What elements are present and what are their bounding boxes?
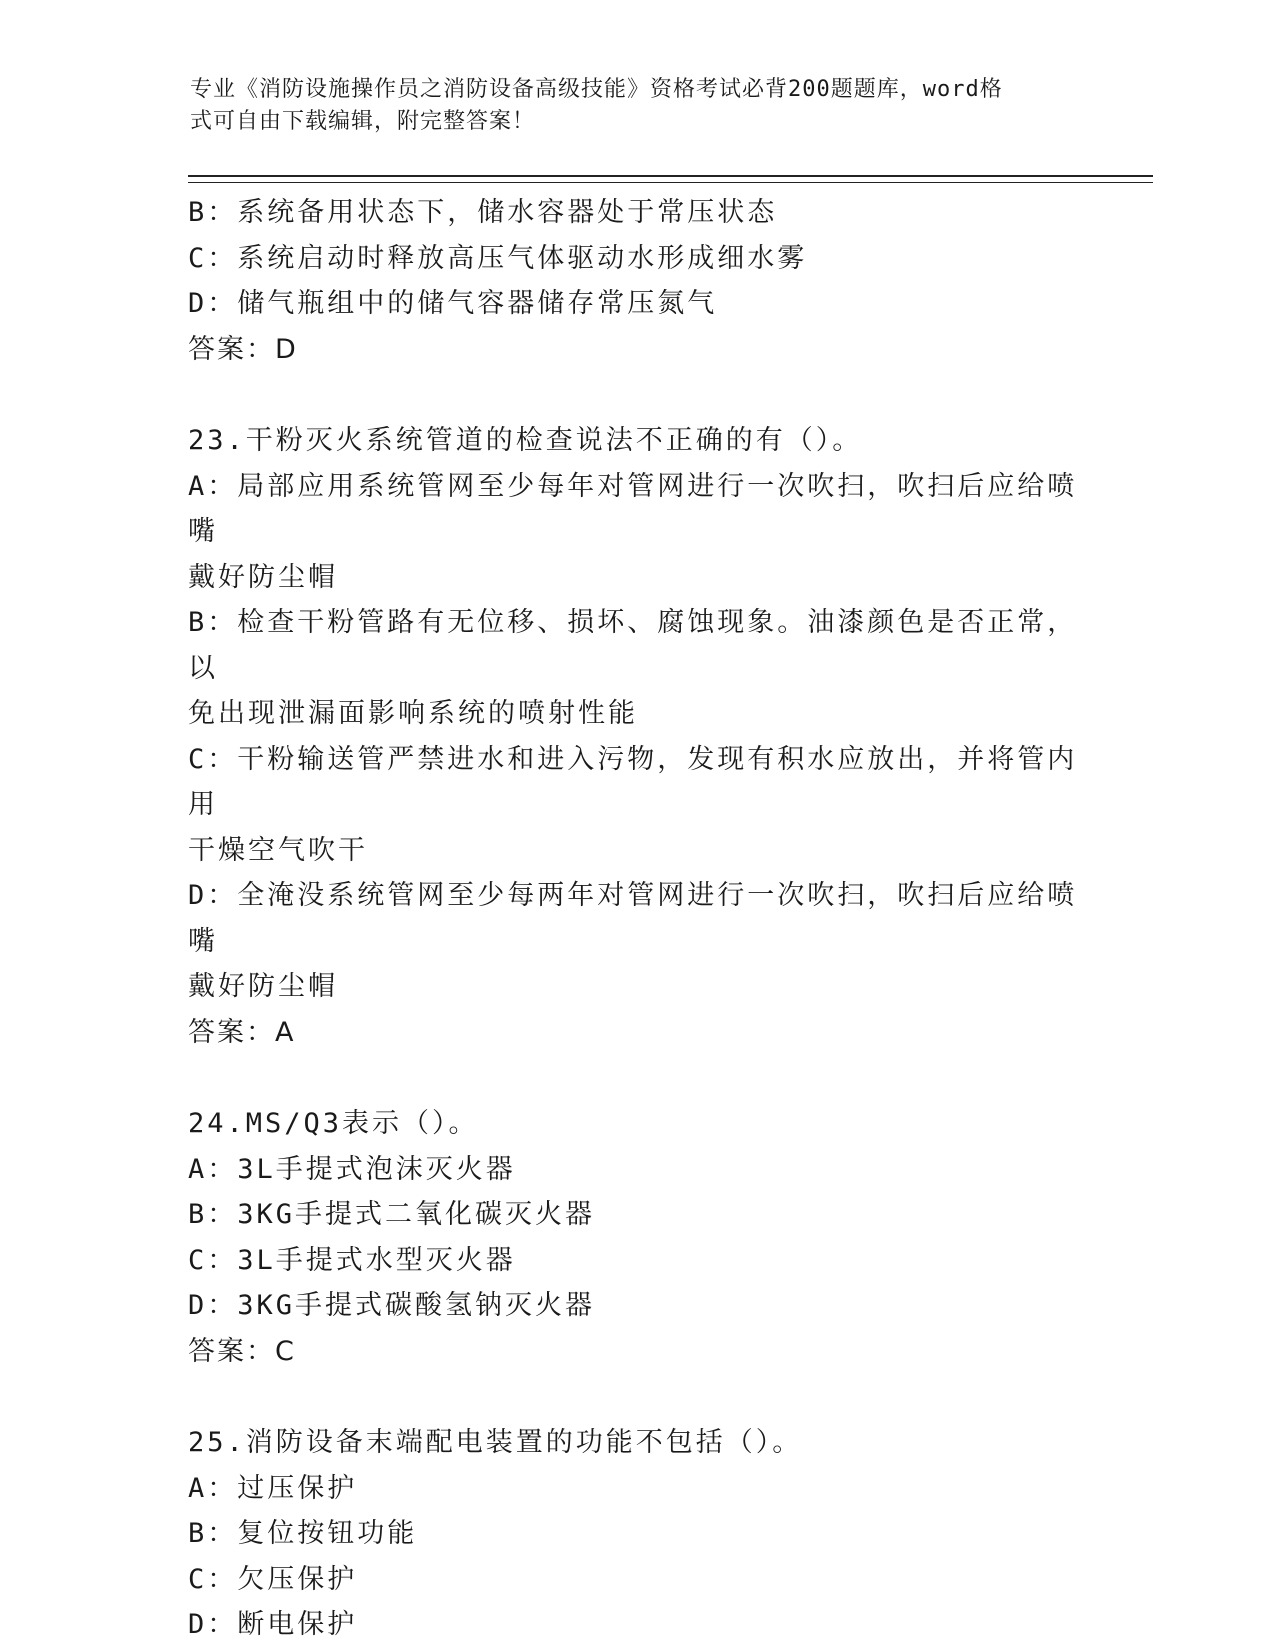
option-b-continued: 免出现泄漏面影响系统的喷射性能 [188, 698, 638, 729]
option-c: C：3L手提式水型灭火器 [188, 1244, 516, 1276]
answer-line: 答案：A [188, 1016, 296, 1048]
question-list [188, 190, 1078, 1648]
option-d: D：储气瓶组中的储气容器储存常压氮气 [188, 288, 718, 319]
option-a: A：局部应用系统管网至少每年对管网进行一次吹扫，吹扫后应给喷嘴 [188, 470, 1078, 547]
answer-line: 答案：D [188, 333, 298, 365]
header-line-2: 式可自由下载编辑，附完整答案！ [190, 109, 536, 134]
document-header [190, 74, 1070, 138]
question-22-block [188, 190, 1078, 372]
question-text: 24.MS/Q3表示（）。 [188, 1108, 479, 1139]
question-text: 25.消防设备末端配电装置的功能不包括（）。 [188, 1427, 803, 1458]
option-d: D：全淹没系统管网至少每两年对管网进行一次吹扫，吹扫后应给喷嘴 [188, 880, 1078, 957]
header-divider-thin [188, 182, 1153, 183]
option-a: A：过压保护 [188, 1472, 358, 1504]
option-b: B：3KG手提式二氧化碳灭火器 [188, 1199, 596, 1230]
option-c: C：系统启动时释放高压气体驱动水形成细水雾 [188, 242, 808, 274]
option-d: D：3KG手提式碳酸氢钠灭火器 [188, 1290, 596, 1321]
question-23-block [188, 418, 1078, 1055]
option-a: A：3L手提式泡沫灭火器 [188, 1153, 516, 1185]
question-text: 23.干粉灭火系统管道的检查说法不正确的有（）。 [188, 425, 863, 456]
question-25-block [188, 1420, 1078, 1648]
option-b: B：系统备用状态下，储水容器处于常压状态 [188, 197, 778, 228]
spacer [188, 1055, 1078, 1101]
header-line-1: 专业《消防设施操作员之消防设备高级技能》资格考试必背200题题库，word格 [190, 77, 1003, 102]
header-divider-thick [188, 175, 1153, 177]
option-d: D：断电保护 [188, 1609, 358, 1640]
option-c: C：欠压保护 [188, 1563, 358, 1595]
option-c: C：干粉输送管严禁进水和进入污物，发现有积水应放出，并将管内用 [188, 743, 1078, 820]
question-24-block [188, 1101, 1078, 1374]
option-c-continued: 干燥空气吹干 [188, 834, 368, 866]
answer-line: 答案：C [188, 1335, 296, 1367]
spacer [188, 372, 1078, 418]
option-a-continued: 戴好防尘帽 [188, 561, 338, 593]
option-b: B：检查干粉管路有无位移、损坏、腐蚀现象。油漆颜色是否正常，以 [188, 607, 1078, 684]
option-d-continued: 戴好防尘帽 [188, 971, 338, 1002]
spacer [188, 1374, 1078, 1420]
option-b: B：复位按钮功能 [188, 1518, 418, 1549]
